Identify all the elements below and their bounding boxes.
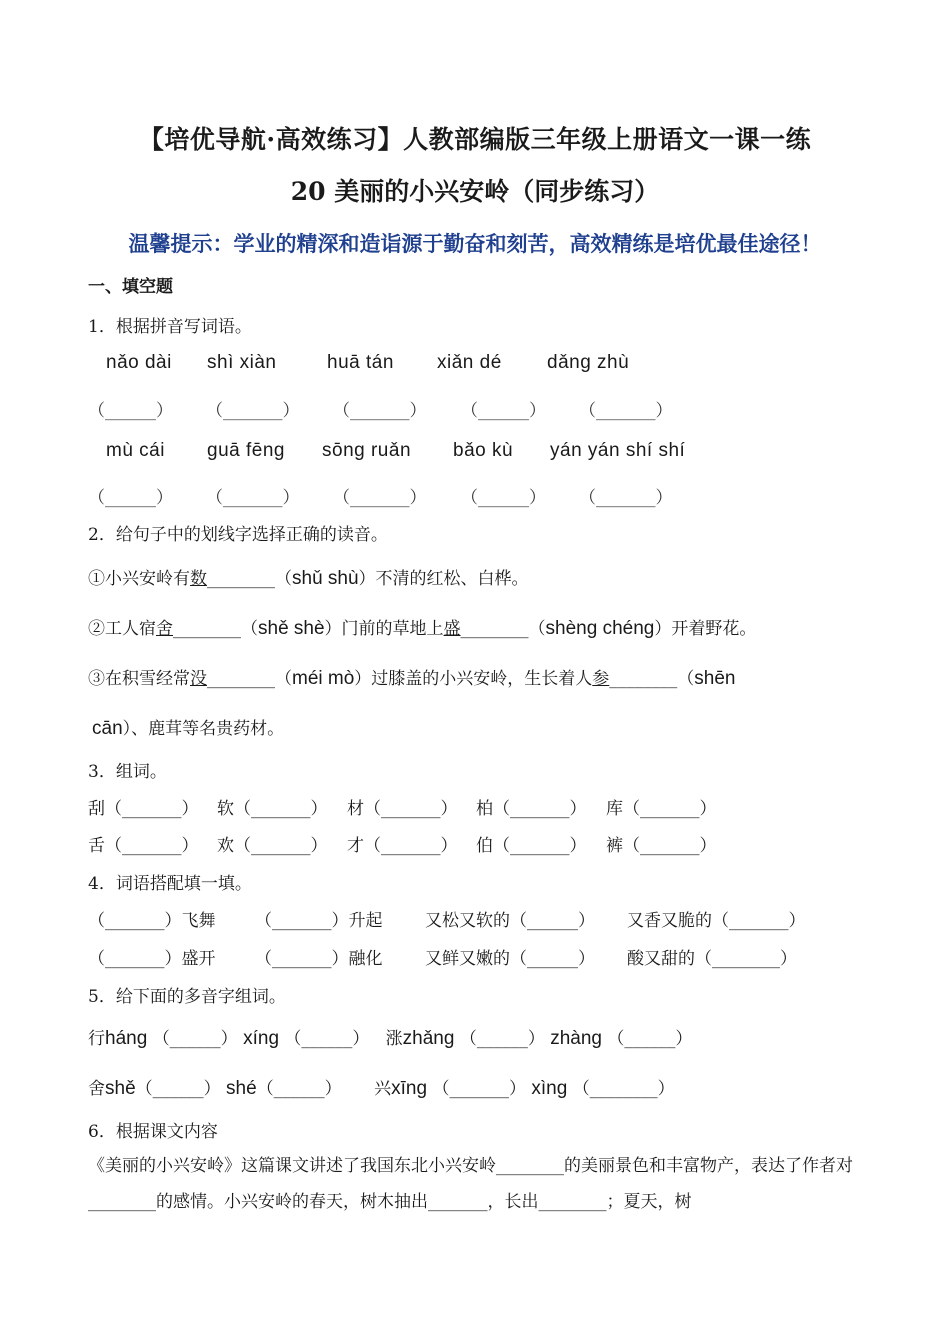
answer-blank[interactable]: ________（ (460, 619, 546, 639)
q3-item[interactable]: 舌（_______） (88, 836, 199, 856)
answer-blank[interactable]: ________（ (207, 569, 292, 589)
q2-sentence-1: ①小兴安岭有数________（shǔ shù）不清的红松、白桦。 (88, 568, 529, 589)
underlined-char: 参 (592, 669, 610, 689)
answer-blank[interactable]: ________（ (207, 669, 292, 689)
q1-pinyin-5: dǎng zhù (547, 352, 630, 373)
answer-blank[interactable]: （_______） (432, 1079, 526, 1099)
q1-prompt: 1．根据拼音写词语。 (88, 317, 252, 337)
answer-blank[interactable]: ________（ (173, 619, 258, 639)
underlined-char: 舍 (156, 619, 173, 639)
q5-prompt: 5．给下面的多音字组词。 (88, 987, 286, 1007)
q2-sentence-3: ③在积雪经常没________（méi mò）过膝盖的小兴安岭，生长着人参________（shēn (88, 668, 736, 689)
q1-blank-9[interactable]: （______） (461, 488, 546, 508)
answer-blank[interactable]: （______） (284, 1029, 370, 1049)
q3-item[interactable]: 才（_______） (347, 836, 458, 856)
q1-pinyin-1: nǎo dài (106, 352, 172, 373)
q2-prompt: 2．给句子中的划线字选择正确的读音。 (88, 525, 388, 545)
q1-pinyin-6: mù cái (106, 440, 165, 461)
q4-item[interactable]: （_______）升起 (255, 911, 383, 931)
answer-blank[interactable]: ________（ (609, 669, 695, 689)
q4-item[interactable]: 酸又甜的（________） (627, 949, 797, 969)
q1-blank-1[interactable]: （______） (88, 401, 173, 421)
answer-blank[interactable]: （______） (135, 1079, 221, 1099)
q2-sentence-2: ②工人宿舍________（shě shè）门前的草地上盛________（shèng chéng）开着野花。 (88, 618, 757, 639)
answer-blank[interactable]: （______） (256, 1079, 342, 1099)
q3-item[interactable]: 伯（_______） (476, 836, 587, 856)
answer-blank[interactable]: （________） (572, 1079, 675, 1099)
q1-pinyin-7: guā fēng (207, 440, 285, 461)
q4-item[interactable]: 又鲜又嫩的（______） (425, 949, 595, 969)
q5-row-2: 舍shě（______） shé（______） 兴xīng （_______） xìng （________） (88, 1078, 675, 1099)
underlined-char: 数 (190, 569, 207, 589)
q5-row-1: 行háng （______） xíng （______） 涨zhǎng （______） zhàng （______） (88, 1028, 693, 1049)
q1-blank-7[interactable]: （_______） (206, 488, 300, 508)
q1-pinyin-2: shì xiàn (207, 352, 277, 373)
q3-item[interactable]: 欢（_______） (217, 836, 328, 856)
page-title: 【培优导航·高效练习】人教部编版三年级上册语文一课一练 (138, 125, 812, 154)
q4-item[interactable]: 又松又软的（______） (425, 911, 595, 931)
q1-pinyin-8: sōng ruǎn (322, 440, 412, 461)
page-subtitle: 20 美丽的小兴安岭（同步练习） (290, 177, 660, 206)
q1-pinyin-3: huā tán (327, 352, 394, 373)
q6-paragraph[interactable]: 《美丽的小兴安岭》这篇课文讲述了我国东北小兴安岭________的美丽景色和丰富物产，表达了作者对________的感情。小兴安岭的春天，树木抽出_______，长出________；夏天，树 (88, 1156, 853, 1212)
q1-blank-10[interactable]: （_______） (579, 488, 673, 508)
q3-item[interactable]: 刮（_______） (88, 799, 199, 819)
q4-item[interactable]: （_______）盛开 (88, 949, 216, 969)
q1-pinyin-4: xiǎn dé (437, 352, 502, 373)
q1-blank-4[interactable]: （______） (461, 401, 546, 421)
q3-item[interactable]: 柏（_______） (476, 799, 587, 819)
q1-pinyin-9: bǎo kù (453, 440, 514, 461)
q6-prompt: 6．根据课文内容 (88, 1122, 218, 1142)
q1-blank-6[interactable]: （______） (88, 488, 173, 508)
q4-item[interactable]: （_______）融化 (255, 949, 383, 969)
q3-item[interactable]: 软（_______） (217, 799, 328, 819)
q4-prompt: 4．词语搭配填一填。 (88, 874, 252, 894)
q3-item[interactable]: 材（_______） (347, 799, 458, 819)
q1-blank-8[interactable]: （_______） (333, 488, 427, 508)
answer-blank[interactable]: （______） (459, 1029, 545, 1049)
section-title-fill-in: 一、填空题 (88, 277, 173, 297)
answer-blank[interactable]: （______） (607, 1029, 693, 1049)
q3-item[interactable]: 库（_______） (606, 799, 717, 819)
q1-pinyin-10: yán yán shí shí (550, 440, 686, 461)
q1-blank-2[interactable]: （_______） (206, 401, 300, 421)
underlined-char: 盛 (443, 619, 461, 639)
q1-blank-3[interactable]: （_______） (333, 401, 427, 421)
q1-blank-5[interactable]: （_______） (579, 401, 673, 421)
q4-item[interactable]: 又香又脆的（_______） (627, 911, 806, 931)
q3-item[interactable]: 裤（_______） (606, 836, 717, 856)
tip-banner: 温馨提示：学业的精深和造诣源于勤奋和刻苦，高效精练是培优最佳途径！ (128, 232, 822, 256)
answer-blank[interactable]: （______） (152, 1029, 238, 1049)
q4-item[interactable]: （_______）飞舞 (88, 911, 216, 931)
underlined-char: 没 (190, 669, 207, 689)
q2-sentence-3-cont: cān）、鹿茸等名贵药材。 (92, 718, 285, 739)
q3-prompt: 3．组词。 (88, 762, 167, 782)
